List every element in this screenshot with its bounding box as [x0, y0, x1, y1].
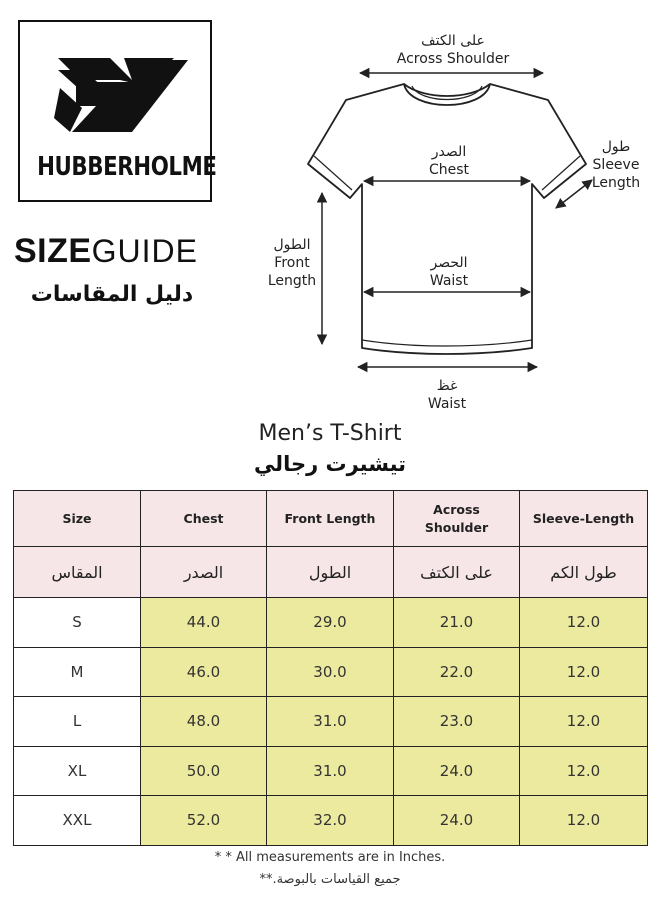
front-length-cell: 31.0 — [267, 697, 394, 747]
chest-cell: 44.0 — [141, 598, 267, 648]
header-across-shoulder — [394, 491, 520, 547]
across-shoulder-label-en: Across Shoulder — [396, 51, 510, 67]
chest-label-en: Chest — [428, 162, 470, 178]
tshirt-outline — [308, 84, 586, 354]
chest-label-ar: الصدر — [431, 144, 467, 160]
size-word: SIZE — [14, 232, 92, 270]
footnote-en: * * All measurements are in Inches. — [214, 850, 446, 865]
header-sleeve-length-ar: طول الكم — [520, 547, 648, 598]
waist-label-ar: الحصر — [430, 255, 468, 271]
table-row — [14, 697, 648, 747]
header-front-length: Front Length — [267, 491, 394, 547]
size-cell: L — [14, 697, 141, 747]
sleeve-length-label-en2: Length — [591, 175, 641, 191]
front-length-label-en2: Length — [267, 273, 317, 289]
size-cell: M — [14, 647, 141, 697]
table-header-row-ar — [14, 547, 648, 598]
tshirt-diagram — [0, 0, 660, 420]
sleeve-length-cell: 12.0 — [520, 697, 648, 747]
header-across-shoulder-text: Across Shoulder — [424, 501, 489, 535]
across-shoulder-label-ar: على الكتف — [421, 33, 485, 49]
bottom-waist-label-en: Waist — [427, 396, 467, 412]
across-shoulder-cell: 21.0 — [394, 598, 520, 648]
sleeve-length-label-en1: Sleeve — [592, 157, 640, 173]
across-shoulder-cell: 24.0 — [394, 796, 520, 846]
size-cell: S — [14, 598, 141, 648]
sleeve-length-label-ar: طول — [601, 139, 631, 155]
sleeve-length-label — [586, 138, 646, 192]
waist-label — [404, 254, 494, 290]
product-title: Men’s T-Shirt — [258, 421, 402, 446]
size-guide-title-arabic: دليل المقاسات — [30, 282, 194, 307]
product-title-arabic: تيشيرت رجالي — [253, 452, 407, 476]
footnote-ar: جميع القياسات بالبوصة.** — [259, 872, 401, 887]
size-cell: XL — [14, 746, 141, 796]
header-front-length-ar: الطول — [267, 547, 394, 598]
header-across-shoulder-ar: على الكتف — [394, 547, 520, 598]
front-length-cell: 32.0 — [267, 796, 394, 846]
waist-label-en: Waist — [429, 273, 469, 289]
guide-word: GUIDE — [91, 233, 198, 269]
bottom-waist-label — [412, 377, 482, 413]
chest-cell: 46.0 — [141, 647, 267, 697]
front-length-cell: 30.0 — [267, 647, 394, 697]
brand-name: HUBBERHOLME — [37, 152, 217, 182]
chest-label — [404, 143, 494, 179]
front-length-cell: 29.0 — [267, 598, 394, 648]
header-size: Size — [14, 491, 141, 547]
header-chest: Chest — [141, 491, 267, 547]
across-shoulder-cell: 24.0 — [394, 746, 520, 796]
table-row — [14, 647, 648, 697]
table-row — [14, 598, 648, 648]
front-length-cell: 31.0 — [267, 746, 394, 796]
front-length-label — [262, 236, 322, 290]
header-sleeve-length: Sleeve-Length — [520, 491, 648, 547]
across-shoulder-cell: 22.0 — [394, 647, 520, 697]
sleeve-length-cell: 12.0 — [520, 647, 648, 697]
table-row — [14, 796, 648, 846]
chest-cell: 52.0 — [141, 796, 267, 846]
front-length-label-en1: Front — [274, 255, 310, 271]
bottom-waist-label-ar: غظ — [436, 378, 458, 394]
header-chest-ar: الصدر — [141, 547, 267, 598]
header-size-ar: المقاس — [14, 547, 141, 598]
table-row — [14, 746, 648, 796]
chest-cell: 48.0 — [141, 697, 267, 747]
table-header-row-en — [14, 491, 648, 547]
size-cell: XXL — [14, 796, 141, 846]
across-shoulder-label — [388, 32, 518, 68]
sleeve-length-cell: 12.0 — [520, 598, 648, 648]
front-length-label-ar: الطول — [273, 237, 311, 253]
sleeve-length-cell: 12.0 — [520, 746, 648, 796]
sleeve-length-cell: 12.0 — [520, 796, 648, 846]
size-table — [13, 490, 648, 846]
chest-cell: 50.0 — [141, 746, 267, 796]
across-shoulder-cell: 23.0 — [394, 697, 520, 747]
